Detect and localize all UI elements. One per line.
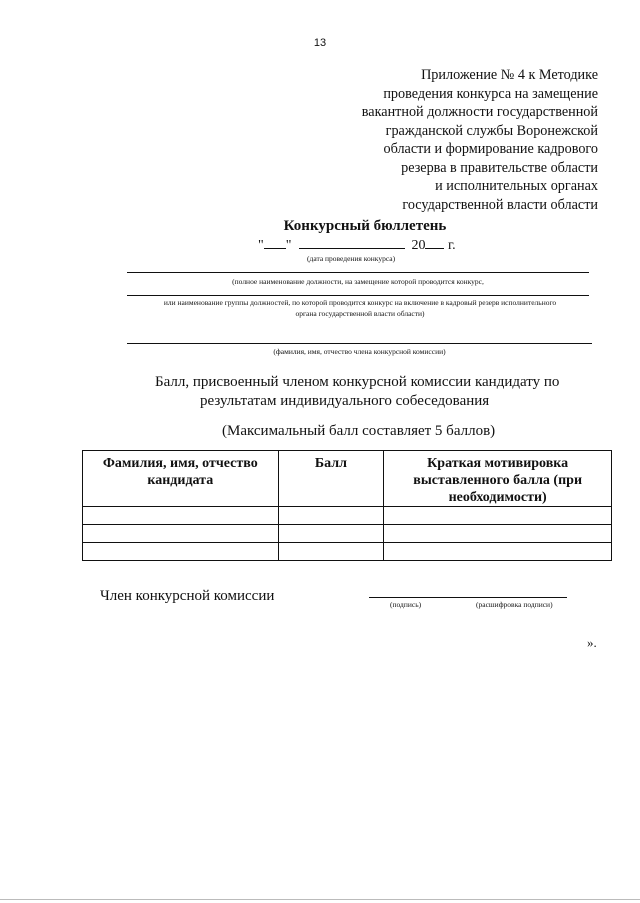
month-blank[interactable] (299, 237, 405, 249)
signature-line[interactable] (369, 597, 567, 598)
ballot-title: Конкурсный бюллетень (283, 218, 447, 234)
member-name-caption: (фамилия, имя, отчество члена конкурсной комиссии) (273, 347, 446, 356)
appendix-line: Приложение № 4 к Методике (421, 67, 598, 83)
appendix-line: вакантной должности государственной (361, 104, 598, 120)
position-caption: органа государственной власти области) (295, 309, 425, 318)
member-name-line[interactable] (127, 343, 592, 344)
date-caption: (дата проведения конкурса) (307, 254, 396, 263)
appendix-line: резерва в правительстве области (401, 159, 598, 176)
score-table (82, 450, 612, 561)
table-row (83, 507, 612, 525)
reason-cell[interactable] (384, 543, 612, 561)
signature-caption: (подпись) (390, 600, 422, 609)
position-line-2[interactable] (127, 295, 589, 296)
committee-member-label: Член конкурсной комиссии (100, 588, 275, 604)
appendix-line: и исполнительных органах (435, 178, 598, 194)
table-row (83, 525, 612, 543)
candidate-name-cell[interactable] (83, 543, 279, 561)
table-header-row (83, 451, 612, 507)
appendix-header (268, 66, 598, 214)
score-description: результатам индивидуального собеседования (200, 393, 490, 409)
max-score-note: (Максимальный балл составляет 5 баллов) (222, 423, 496, 439)
column-header-score: Балл (278, 451, 384, 507)
appendix-line: гражданской службы Воронежской (385, 122, 598, 139)
date-quote-open: " (258, 238, 264, 253)
score-cell[interactable] (278, 543, 384, 561)
decoding-caption: (расшифровка подписи) (476, 600, 553, 609)
column-header-name: Фамилия, имя, отчество кандидата (83, 451, 279, 507)
score-cell[interactable] (278, 525, 384, 543)
candidate-name-cell[interactable] (83, 525, 279, 543)
appendix-line: области и формирование кадрового (383, 141, 598, 157)
appendix-line: государственной власти области (402, 196, 598, 213)
column-header-reason: Краткая мотивировка выставленного балла (при необходимости) (384, 451, 612, 507)
score-description: Балл, присвоенный членом конкурсной комиссии кандидату по (155, 374, 560, 390)
year-suffix: г. (447, 238, 456, 253)
position-line[interactable] (127, 272, 589, 273)
date-quote-close: " (285, 238, 292, 253)
position-caption: или наименование группы должностей, по которой проводится конкурс на включение в кадровый резерв исполнительного (163, 298, 557, 307)
position-caption: (полное наименование должности, на замещение которой проводится конкурс, (232, 277, 484, 286)
appendix-line: проведения конкурса на замещение (383, 85, 598, 102)
date-line (258, 237, 456, 254)
year-prefix: 20 (411, 238, 426, 253)
page-number: 13 (313, 37, 327, 49)
day-blank[interactable] (264, 237, 286, 249)
page-bottom-edge (0, 899, 640, 900)
table-row (83, 543, 612, 561)
closing-mark: ». (587, 635, 597, 650)
candidate-name-cell[interactable] (83, 507, 279, 525)
reason-cell[interactable] (384, 525, 612, 543)
score-cell[interactable] (278, 507, 384, 525)
year-blank[interactable] (425, 237, 444, 249)
reason-cell[interactable] (384, 507, 612, 525)
